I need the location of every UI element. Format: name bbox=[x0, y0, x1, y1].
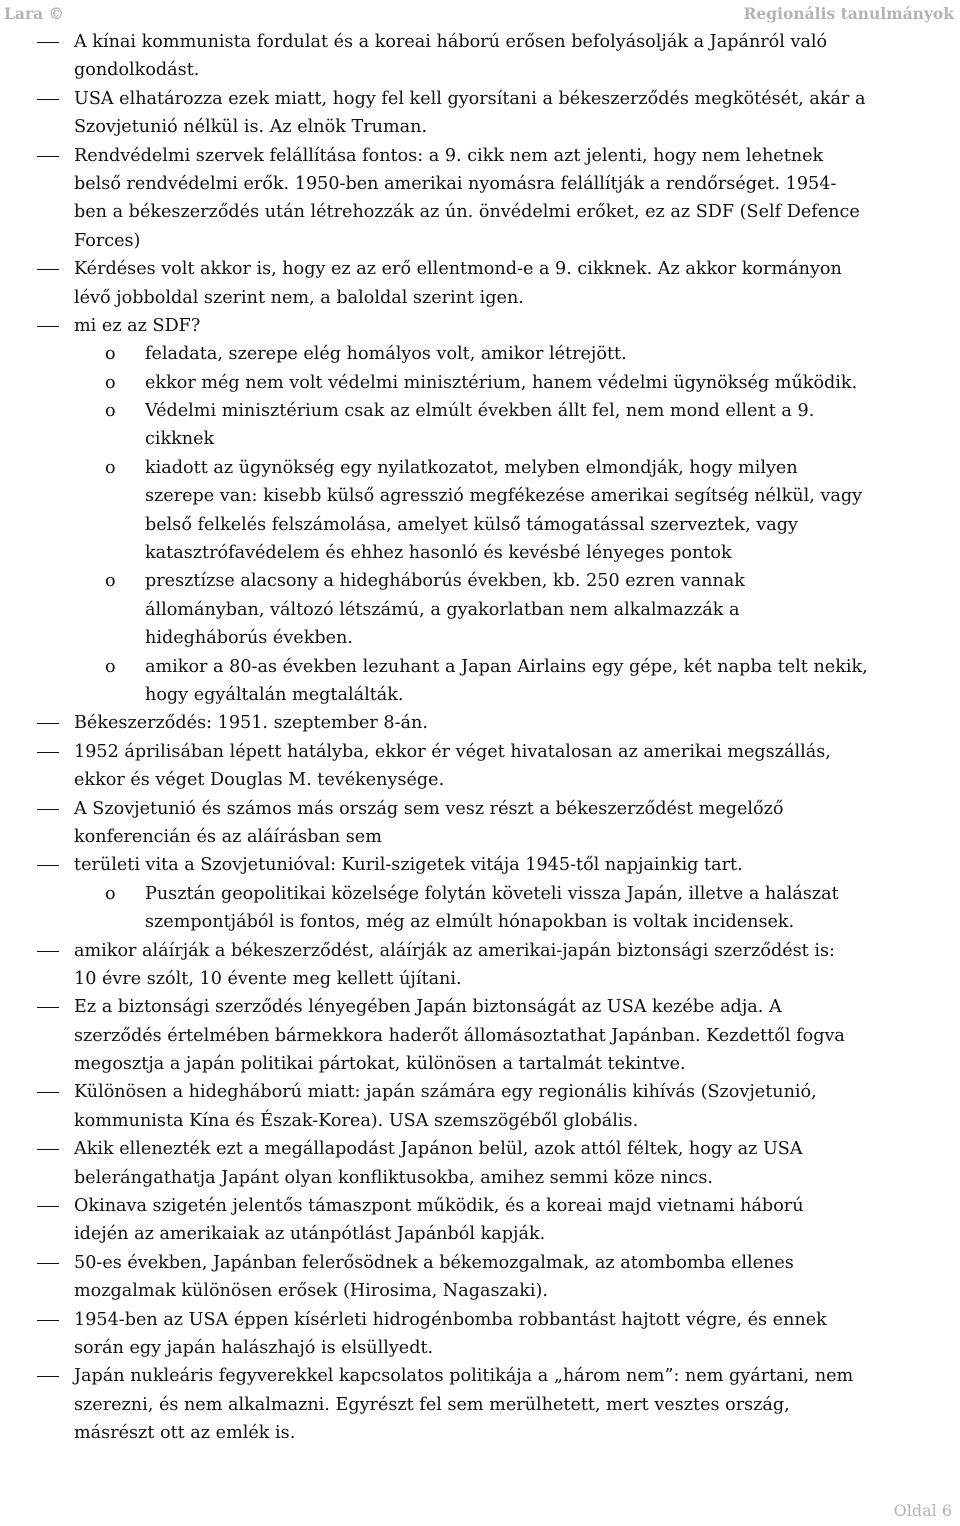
list-item bbox=[0, 1306, 960, 1334]
list-item-continuation bbox=[0, 1334, 960, 1362]
line-text: hogy egyáltalán megtalálták. bbox=[145, 684, 404, 705]
list-item-continuation bbox=[0, 1050, 960, 1078]
circle-bullet-icon: o bbox=[105, 656, 116, 677]
line-text: ekkor még nem volt védelmi minisztérium, hanem védelmi ügynökség működik. bbox=[145, 372, 858, 393]
list-item bbox=[0, 85, 960, 113]
list-item-continuation bbox=[0, 227, 960, 255]
page-header bbox=[4, 4, 954, 26]
sub-list-item bbox=[0, 880, 960, 908]
line-text: idején az amerikaiak az utánpótlást Japánból kapják. bbox=[74, 1224, 546, 1245]
line-text: 1952 áprilisában lépett hatályba, ekkor ér véget hivatalosan az amerikai megszállás, bbox=[74, 741, 831, 762]
line-text: Okinava szigetén jelentős támaszpont működik, és a koreai majd vietnami háború bbox=[74, 1196, 804, 1217]
list-item-continuation bbox=[0, 1164, 960, 1192]
list-item bbox=[0, 142, 960, 170]
line-text: belső felkelés felszámolása, amelyet külső támogatással szerveztek, vagy bbox=[145, 514, 798, 535]
list-item bbox=[0, 851, 960, 879]
header-author: Lara © bbox=[4, 4, 65, 23]
line-text: 1954-ben az USA éppen kísérleti hidrogénbomba robbantást hajtott végre, és ennek bbox=[74, 1309, 827, 1330]
dash-bullet-icon bbox=[37, 752, 59, 753]
line-text: területi vita a Szovjetunióval: Kuril-szigetek vitája 1945-től napjainkig tart. bbox=[74, 855, 743, 876]
line-text: presztízse alacsony a hidegháborús években, kb. 250 ezren vannak bbox=[145, 571, 745, 592]
line-text: során egy japán halászhajó is elsüllyedt. bbox=[74, 1337, 434, 1358]
line-text: A kínai kommunista fordulat és a koreai háború erősen befolyásolják a Japánról való bbox=[74, 32, 828, 52]
dash-bullet-icon bbox=[37, 1206, 59, 1207]
line-text: 50-es években, Japánban felerősödnek a békemozgalmak, az atombomba ellenes bbox=[74, 1252, 794, 1273]
line-text: mozgalmak különösen erősek (Hirosima, Nagaszaki). bbox=[74, 1281, 548, 1302]
list-item-continuation bbox=[0, 1220, 960, 1248]
dash-bullet-icon bbox=[37, 809, 59, 810]
line-text: amikor a 80-as években lezuhant a Japan Airlains egy gépe, két napba telt nekik, bbox=[145, 656, 868, 677]
list-item-continuation bbox=[0, 511, 960, 539]
line-text: megosztja a japán politikai pártokat, különösen a tartalmát tekintve. bbox=[74, 1054, 686, 1075]
circle-bullet-icon: o bbox=[105, 571, 116, 592]
list-item-continuation bbox=[0, 624, 960, 652]
list-item-continuation bbox=[0, 539, 960, 567]
line-text: szerezni, és nem alkalmazni. Egyrészt fel sem merülhetett, mert vesztes ország, bbox=[74, 1394, 790, 1415]
line-text: Akik ellenezték ezt a megállapodást Japánon belül, azok attól féltek, hogy az USA bbox=[74, 1139, 803, 1160]
line-text: Ez a biztonsági szerződés lényegében Japán biztonságát az USA kezébe adja. A bbox=[74, 997, 782, 1018]
dash-bullet-icon bbox=[37, 156, 59, 157]
sub-list-item bbox=[0, 397, 960, 425]
line-text: mi ez az SDF? bbox=[74, 315, 201, 336]
list-item bbox=[0, 1249, 960, 1277]
list-item-continuation bbox=[0, 965, 960, 993]
line-text: lévő jobboldal szerint nem, a baloldal szerint igen. bbox=[74, 287, 524, 308]
list-item bbox=[0, 1135, 960, 1163]
dash-bullet-icon bbox=[37, 326, 59, 327]
sub-list-item bbox=[0, 340, 960, 368]
line-text: másrészt ott az emlék is. bbox=[74, 1423, 296, 1444]
line-text: 10 évre szólt, 10 évente meg kellett újítani. bbox=[74, 968, 462, 989]
list-item-continuation bbox=[0, 681, 960, 709]
line-text: feladata, szerepe elég homályos volt, amikor létrejött. bbox=[145, 344, 627, 365]
line-text: ben a békeszerződés után létrehozzák az ún. önvédelmi erőket, ez az SDF (Self Defence bbox=[74, 202, 860, 223]
list-item bbox=[0, 709, 960, 737]
list-item bbox=[0, 312, 960, 340]
sub-list-item bbox=[0, 454, 960, 482]
line-text: kiadott az ügynökség egy nyilatkozatot, melyben elmondják, hogy milyen bbox=[145, 457, 798, 478]
list-item-continuation bbox=[0, 1391, 960, 1419]
list-item-continuation bbox=[0, 482, 960, 510]
list-item bbox=[0, 993, 960, 1021]
circle-bullet-icon: o bbox=[105, 401, 116, 422]
line-text: szempontjából is fontos, még az elmúlt hónapokban is voltak incidensek. bbox=[145, 912, 795, 933]
line-text: ekkor és véget Douglas M. tevékenysége. bbox=[74, 770, 445, 791]
line-text: Kérdéses volt akkor is, hogy ez az erő ellentmond-e a 9. cikknek. Az akkor kormányon bbox=[74, 259, 842, 280]
dash-bullet-icon bbox=[37, 865, 59, 866]
dash-bullet-icon bbox=[37, 951, 59, 952]
list-item-continuation bbox=[0, 596, 960, 624]
list-item bbox=[0, 1192, 960, 1220]
list-item-continuation bbox=[0, 908, 960, 936]
list-item-continuation bbox=[0, 198, 960, 226]
line-text: Pusztán geopolitikai közelsége folytán követeli vissza Japán, illetve a halászat bbox=[145, 883, 839, 904]
dash-bullet-icon bbox=[37, 1320, 59, 1321]
line-text: szerepe van: kisebb külső agresszió megfékezése amerikai segítség nélkül, vagy bbox=[145, 486, 863, 507]
list-item-continuation bbox=[0, 284, 960, 312]
dash-bullet-icon bbox=[37, 99, 59, 100]
line-text: Rendvédelmi szervek felállítása fontos: a 9. cikk nem azt jelenti, hogy nem lehetnek bbox=[74, 145, 824, 166]
line-text: gondolkodást. bbox=[74, 60, 200, 81]
line-text: amikor aláírják a békeszerződést, aláírják az amerikai-japán biztonsági szerződést is: bbox=[74, 940, 835, 961]
list-item bbox=[0, 28, 960, 56]
list-item-continuation bbox=[0, 425, 960, 453]
dash-bullet-icon bbox=[37, 1149, 59, 1150]
line-text: szerződés értelmében bármekkora haderőt állomásoztathat Japánban. Kezdettől fogva bbox=[74, 1025, 845, 1046]
line-text: USA elhatározza ezek miatt, hogy fel kell gyorsítani a békeszerződés megkötését, akár a bbox=[74, 88, 866, 109]
list-item-continuation bbox=[0, 823, 960, 851]
list-item-continuation bbox=[0, 766, 960, 794]
line-text: hidegháborús években. bbox=[145, 628, 353, 649]
dash-bullet-icon bbox=[37, 42, 59, 43]
circle-bullet-icon: o bbox=[105, 372, 116, 393]
dash-bullet-icon bbox=[37, 269, 59, 270]
dash-bullet-icon bbox=[37, 1007, 59, 1008]
dash-bullet-icon bbox=[37, 1376, 59, 1377]
list-item bbox=[0, 1362, 960, 1390]
sub-list-item bbox=[0, 369, 960, 397]
circle-bullet-icon: o bbox=[105, 883, 116, 904]
line-text: konferencián és az aláírásban sem bbox=[74, 826, 382, 847]
line-text: állományban, változó létszámú, a gyakorlatban nem alkalmazzák a bbox=[145, 599, 740, 620]
line-text: Különösen a hidegháború miatt: japán számára egy regionális kihívás (Szovjetunió, bbox=[74, 1082, 817, 1103]
line-text: A Szovjetunió és számos más ország sem vesz részt a békeszerződést megelőző bbox=[74, 798, 784, 819]
line-text: belerángathatja Japánt olyan konfliktusokba, amihez semmi köze nincs. bbox=[74, 1167, 714, 1188]
line-text: katasztrófavédelem és ehhez hasonló és kevésbé lényeges pontok bbox=[145, 543, 732, 564]
list-item bbox=[0, 937, 960, 965]
dash-bullet-icon bbox=[37, 1263, 59, 1264]
line-text: kommunista Kína és Észak-Korea). USA szemszögéből globális. bbox=[74, 1110, 639, 1131]
dash-bullet-icon bbox=[37, 723, 59, 724]
list-item-continuation bbox=[0, 1107, 960, 1135]
document-body bbox=[0, 28, 960, 1448]
line-text: Japán nukleáris fegyverekkel kapcsolatos politikája a „három nem”: nem gyártani, nem bbox=[74, 1366, 854, 1387]
page-number: Oldal 6 bbox=[893, 1501, 952, 1520]
list-item bbox=[0, 1078, 960, 1106]
line-text: Forces) bbox=[74, 230, 141, 251]
sub-list-item bbox=[0, 567, 960, 595]
line-text: Védelmi minisztérium csak az elmúlt években állt fel, nem mond ellent a 9. bbox=[145, 401, 815, 422]
line-text: cikknek bbox=[145, 429, 215, 450]
list-item bbox=[0, 255, 960, 283]
header-course-title: Regionális tanulmányok bbox=[743, 4, 954, 23]
list-item-continuation bbox=[0, 56, 960, 84]
list-item bbox=[0, 795, 960, 823]
line-text: Szovjetunió nélkül is. Az elnök Truman. bbox=[74, 117, 428, 138]
sub-list-item bbox=[0, 653, 960, 681]
list-item-continuation bbox=[0, 1022, 960, 1050]
list-item-continuation bbox=[0, 113, 960, 141]
list-item-continuation bbox=[0, 170, 960, 198]
list-item-continuation bbox=[0, 1277, 960, 1305]
list-item bbox=[0, 738, 960, 766]
line-text: Békeszerződés: 1951. szeptember 8-án. bbox=[74, 713, 428, 734]
line-text: belső rendvédelmi erők. 1950-ben amerikai nyomásra felállítják a rendőrséget. 1954- bbox=[74, 173, 837, 194]
dash-bullet-icon bbox=[37, 1092, 59, 1093]
circle-bullet-icon: o bbox=[105, 344, 116, 365]
list-item-continuation bbox=[0, 1419, 960, 1447]
circle-bullet-icon: o bbox=[105, 457, 116, 478]
